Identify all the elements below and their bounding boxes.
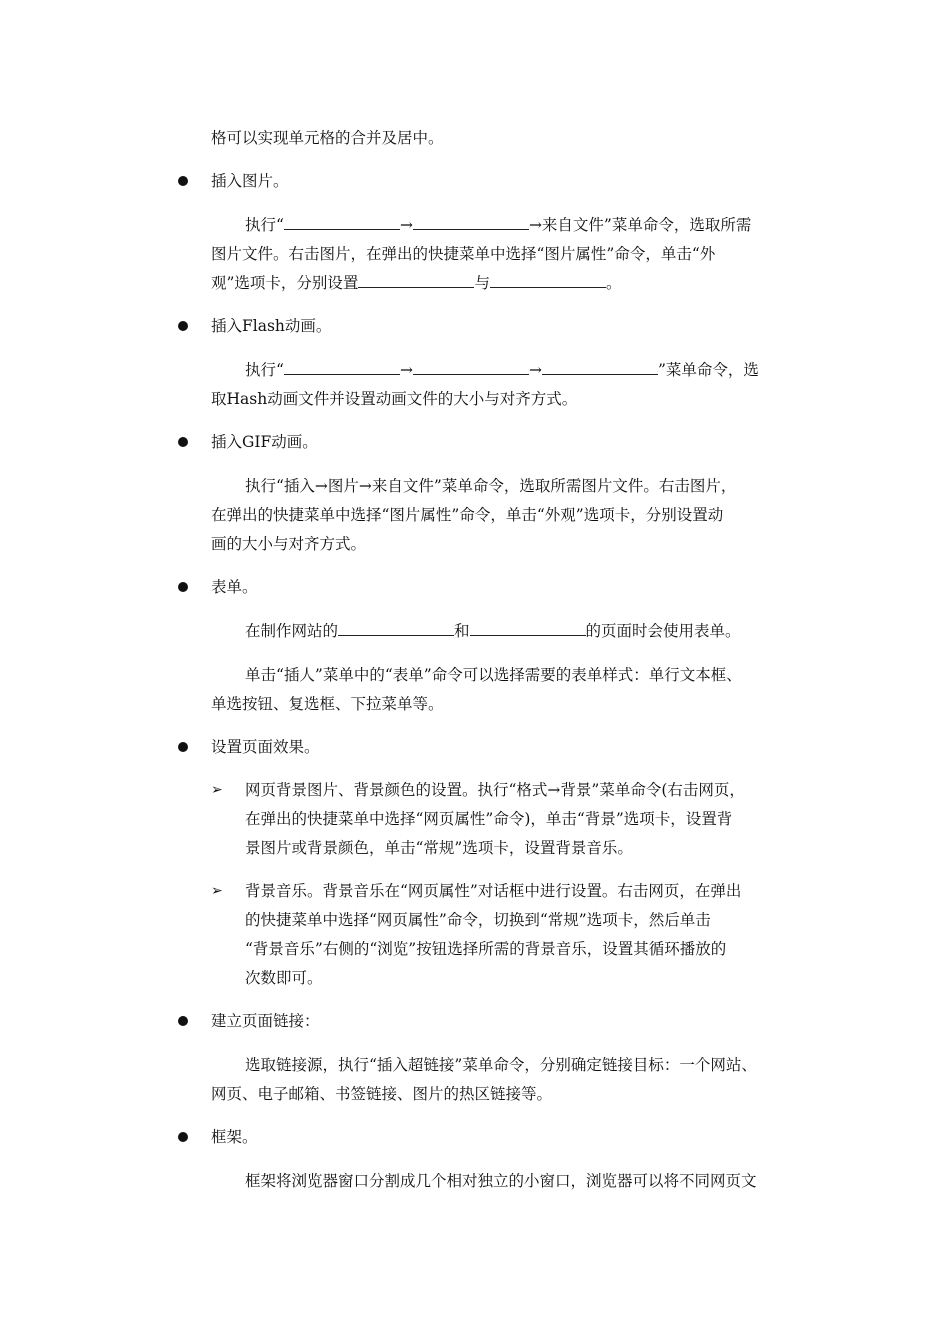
s5-sub1-line3: 景图片或背景颜色，单击“常规”选项卡，设置背景音乐。 [245, 839, 633, 857]
s5-sub1-line1: 网页背景图片、背景颜色的设置。执行“格式→背景”菜单命令(右击网页， [245, 781, 745, 799]
text: → [528, 361, 542, 379]
arrow-bullet-icon: ➢ [211, 883, 223, 899]
s2-line2: 取Hash动画文件并设置动画文件的大小与对齐方式。 [211, 390, 578, 408]
bullet-dot [178, 1132, 188, 1142]
text: →来自文件”菜单命令，选取所需 [528, 216, 752, 234]
s4-line2: 单击“插人”菜单中的“表单”命令可以选择需要的表单样式：单行文本框、 [245, 666, 742, 684]
fill-blank [284, 215, 400, 230]
text: 与 [474, 274, 490, 292]
text: 和 [454, 622, 470, 640]
fill-blank [358, 273, 474, 288]
s5-sub2-line4: 次数即可。 [245, 969, 323, 987]
heading-page-links: 建立页面链接： [211, 1012, 320, 1030]
heading-form: 表单。 [211, 578, 258, 596]
bullet-dot [178, 742, 188, 752]
s6-line1: 选取链接源，执行“插入超链接”菜单命令，分别确定链接目标：一个网站、 [245, 1056, 757, 1074]
text: 执行“ [245, 361, 284, 379]
s5-sub2-line1: 背景音乐。背景音乐在“网页属性”对话框中进行设置。右击网页，在弹出 [245, 882, 742, 900]
text: 在制作网站的 [245, 622, 339, 640]
s1-line2: 图片文件。右击图片，在弹出的快捷菜单中选择“图片属性”命令，单击“外 [211, 245, 716, 263]
fill-blank [413, 215, 529, 230]
heading-frames: 框架。 [211, 1128, 258, 1146]
text: ”菜单命令，选 [657, 361, 759, 379]
fill-blank [338, 621, 454, 636]
text: 。 [605, 274, 622, 292]
fill-blank [284, 360, 400, 375]
text: 执行“ [245, 216, 284, 234]
arrow-bullet-icon: ➢ [211, 782, 223, 798]
bullet-dot [178, 176, 188, 186]
heading-page-effects: 设置页面效果。 [211, 738, 320, 756]
fill-blank [413, 360, 529, 375]
text: 观”选项卡，分别设置 [211, 274, 359, 292]
s1-line1 [245, 215, 751, 235]
s5-sub1-line2: 在弹出的快捷菜单中选择“网页属性”命令)，单击“背景”选项卡，设置背 [245, 810, 733, 828]
bullet-dot [178, 321, 188, 331]
heading-insert-flash: 插入Flash动画。 [211, 317, 332, 335]
paragraph-continued: 格可以实现单元格的合并及居中。 [211, 129, 444, 147]
s5-sub2-line2: 的快捷菜单中选择“网页属性”命令，切换到“常规”选项卡，然后单击 [245, 911, 711, 929]
fill-blank [490, 273, 606, 288]
s7-line1: 框架将浏览器窗口分割成几个相对独立的小窗口，浏览器可以将不同网页文 [245, 1172, 757, 1190]
bullet-dot [178, 1016, 188, 1026]
fill-blank [542, 360, 658, 375]
s1-line3 [211, 273, 621, 293]
s3-line1: 执行“插入→图片→来自文件”菜单命令，选取所需图片文件。右击图片， [245, 477, 737, 495]
heading-insert-gif: 插入GIF动画。 [211, 433, 318, 451]
fill-blank [470, 621, 586, 636]
s4-line3: 单选按钮、复选框、下拉菜单等。 [211, 695, 444, 713]
s3-line3: 画的大小与对齐方式。 [211, 535, 367, 553]
bullet-dot [178, 437, 188, 447]
text: → [399, 361, 413, 379]
s6-line2: 网页、电子邮箱、书签链接、图片的热区链接等。 [211, 1085, 553, 1103]
s5-sub2-line3: “背景音乐”右侧的“浏览”按钮选择所需的背景音乐，设置其循环播放的 [245, 940, 727, 958]
bullet-dot [178, 582, 188, 592]
text: 的页面时会使用表单。 [585, 622, 741, 640]
s2-line1 [245, 360, 759, 380]
s3-line2: 在弹出的快捷菜单中选择“图片属性”命令，单击“外观”选项卡，分别设置动 [211, 506, 724, 524]
text: → [399, 216, 413, 234]
s4-line1 [245, 621, 741, 641]
heading-insert-image: 插入图片。 [211, 172, 289, 190]
